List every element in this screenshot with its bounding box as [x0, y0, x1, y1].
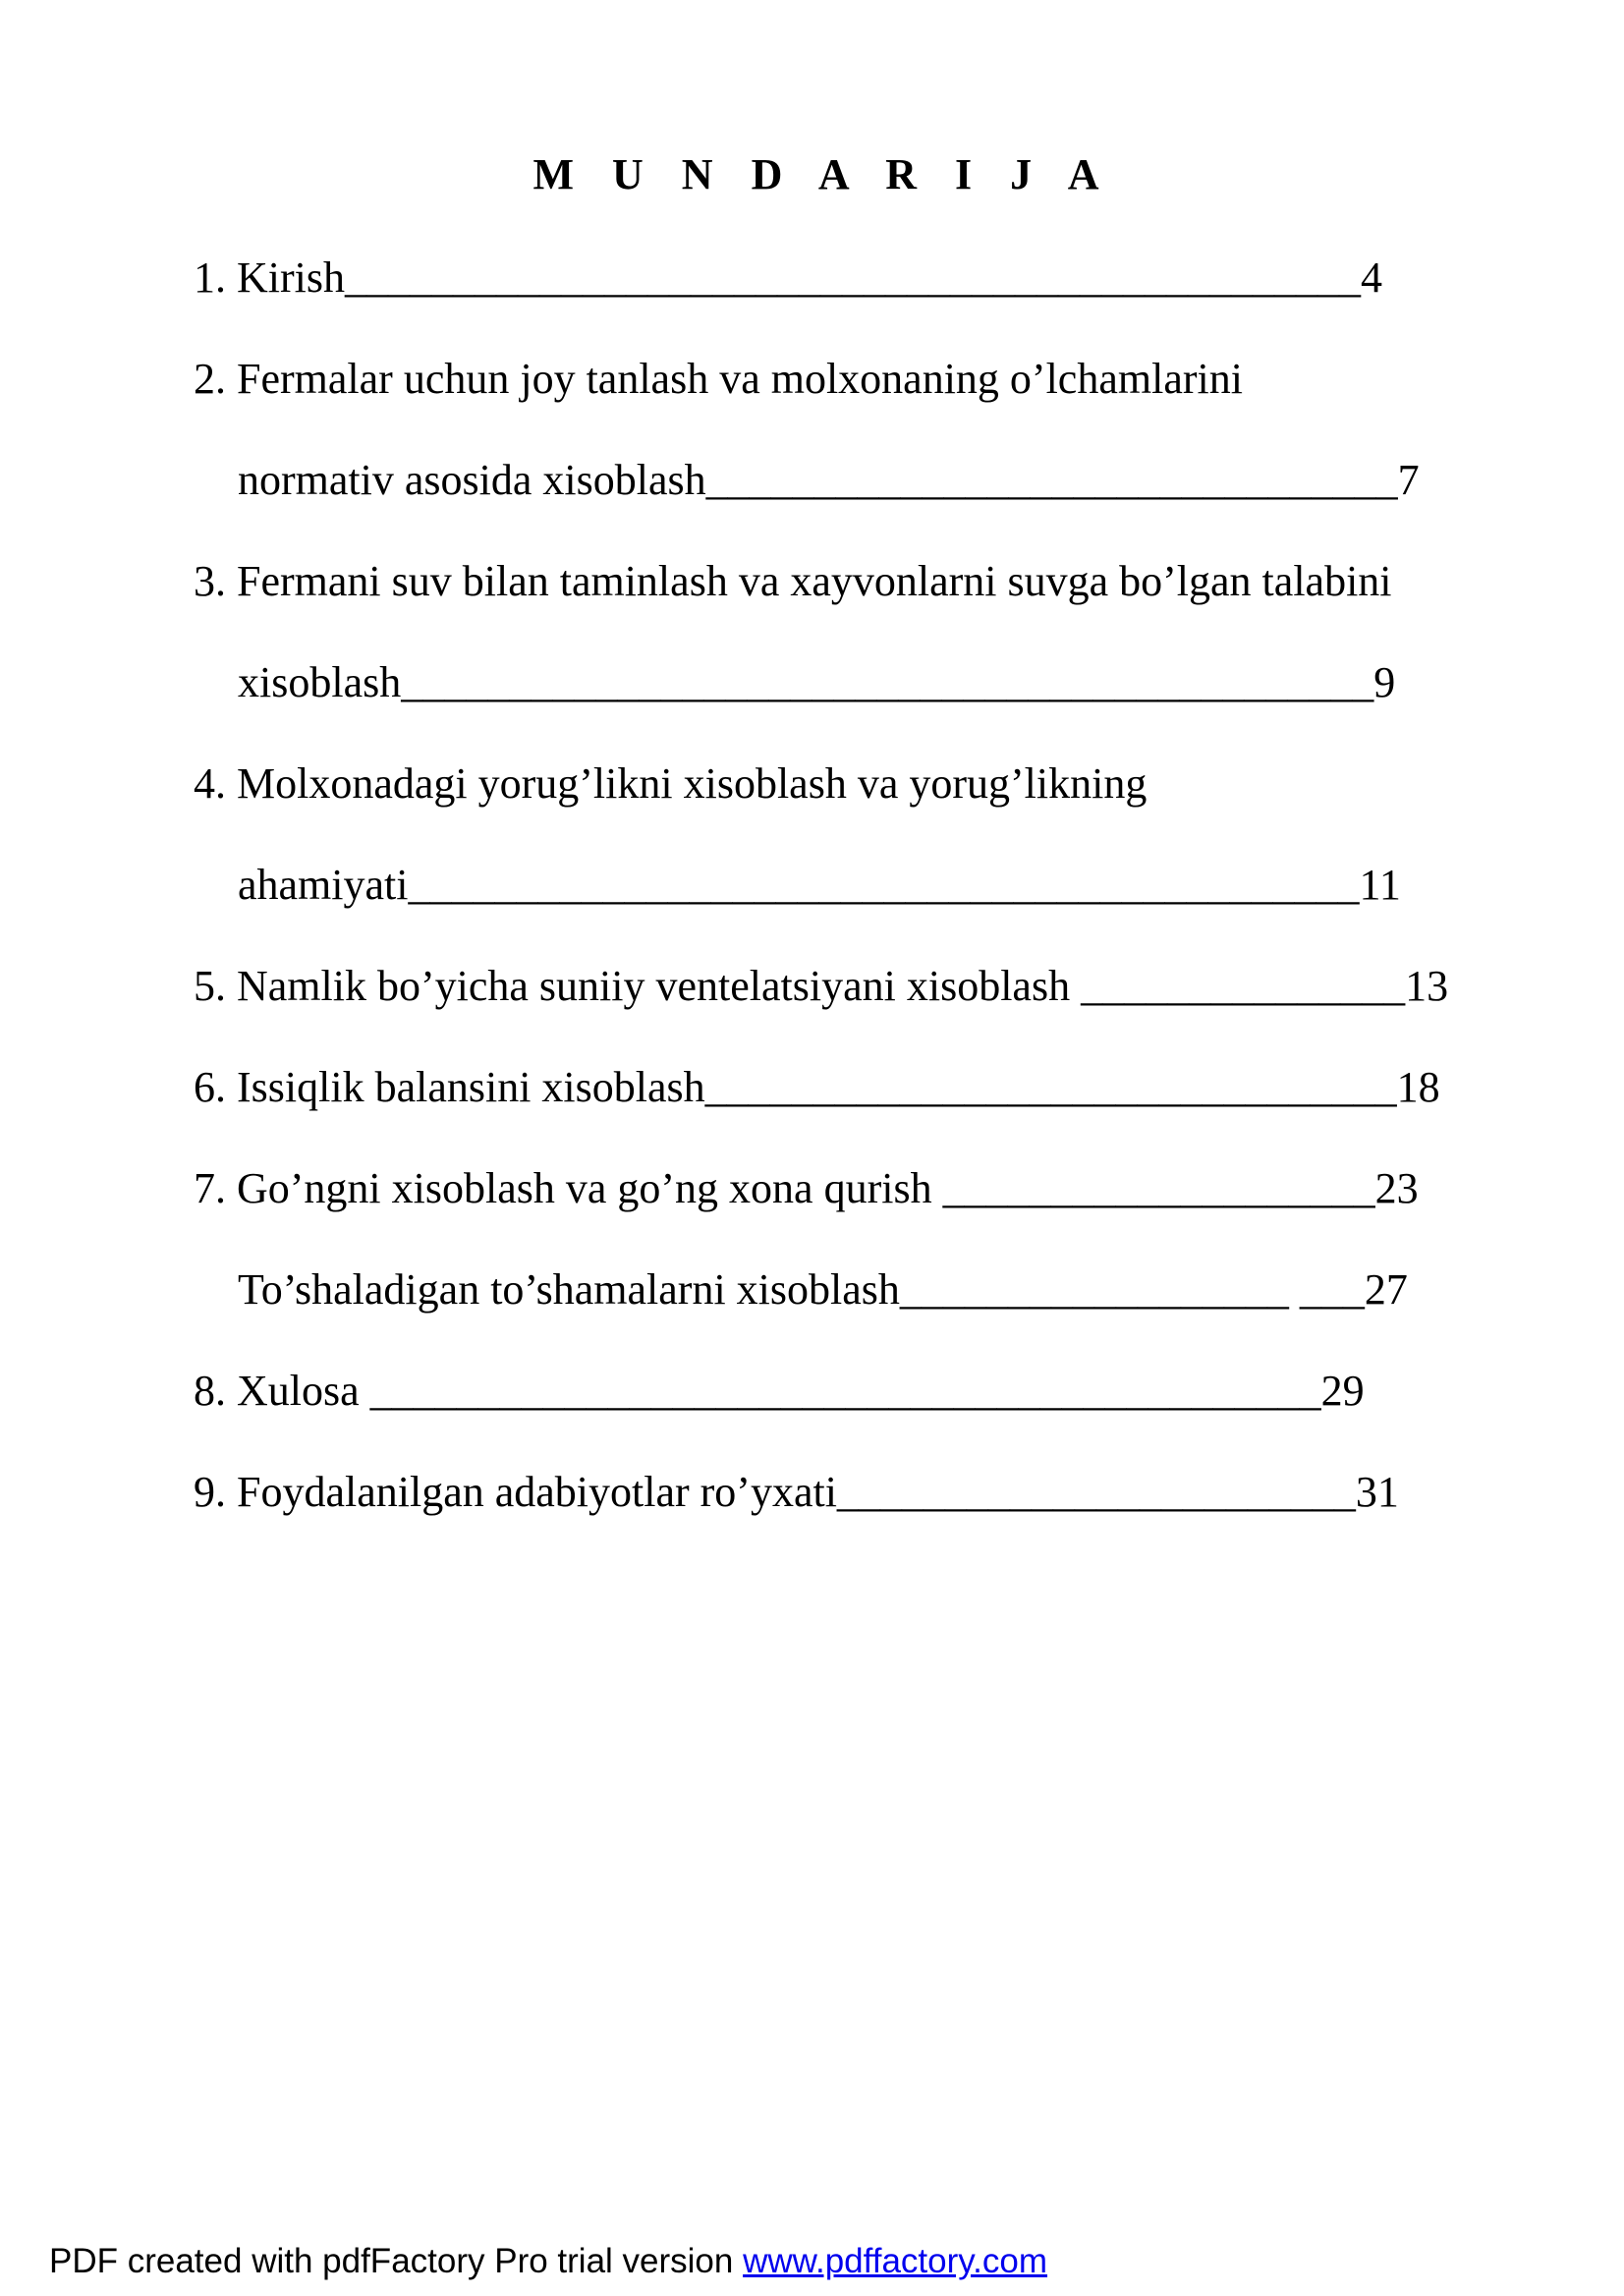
toc-entry-7: 7. Go’ngni xisoblash va go’ng xona qurish ____________________23: [194, 1164, 1419, 1212]
toc-entry-3-line-1: 3. Fermani suv bilan taminlash va xayvonlarni suvga bo’lgan talabini: [194, 557, 1392, 605]
pdf-footer: [49, 2240, 1047, 2283]
footer-link[interactable]: www.pdffactory.com: [743, 2242, 1048, 2280]
page-title: M U N D A R I J A: [532, 150, 1113, 198]
toc-entry-5: 5. Namlik bo’yicha suniiy ventelatsiyani xisoblash _______________13: [194, 962, 1449, 1010]
toc-entry-4-line-2: ahamiyati____________________________________________11: [238, 861, 1401, 909]
toc-entry-4-line-1: 4. Molxonadagi yorug’likni xisoblash va yorug’likning: [194, 759, 1148, 808]
toc-entry-7-sub: To’shaladigan to’shamalarni xisoblash__________________ ___27: [238, 1265, 1408, 1314]
toc-entry-6: 6. Issiqlik balansini xisoblash________________________________18: [194, 1063, 1440, 1111]
toc-entry-2-line-1: 2. Fermalar uchun joy tanlash va molxonaning o’lchamlarini: [194, 355, 1243, 403]
footer-text: PDF created with pdfFactory Pro trial version: [49, 2242, 744, 2280]
toc-entry-1: 1. Kirish_______________________________________________4: [194, 253, 1382, 302]
toc-entry-3-line-2: xisoblash_____________________________________________9: [238, 658, 1396, 706]
toc-entry-2-line-2: normativ asosida xisoblash________________________________7: [238, 456, 1420, 504]
toc-entry-8: 8. Xulosa ____________________________________________29: [194, 1367, 1365, 1415]
toc-entry-9: 9. Foydalanilgan adabiyotlar ro’yxati________________________31: [194, 1468, 1399, 1516]
